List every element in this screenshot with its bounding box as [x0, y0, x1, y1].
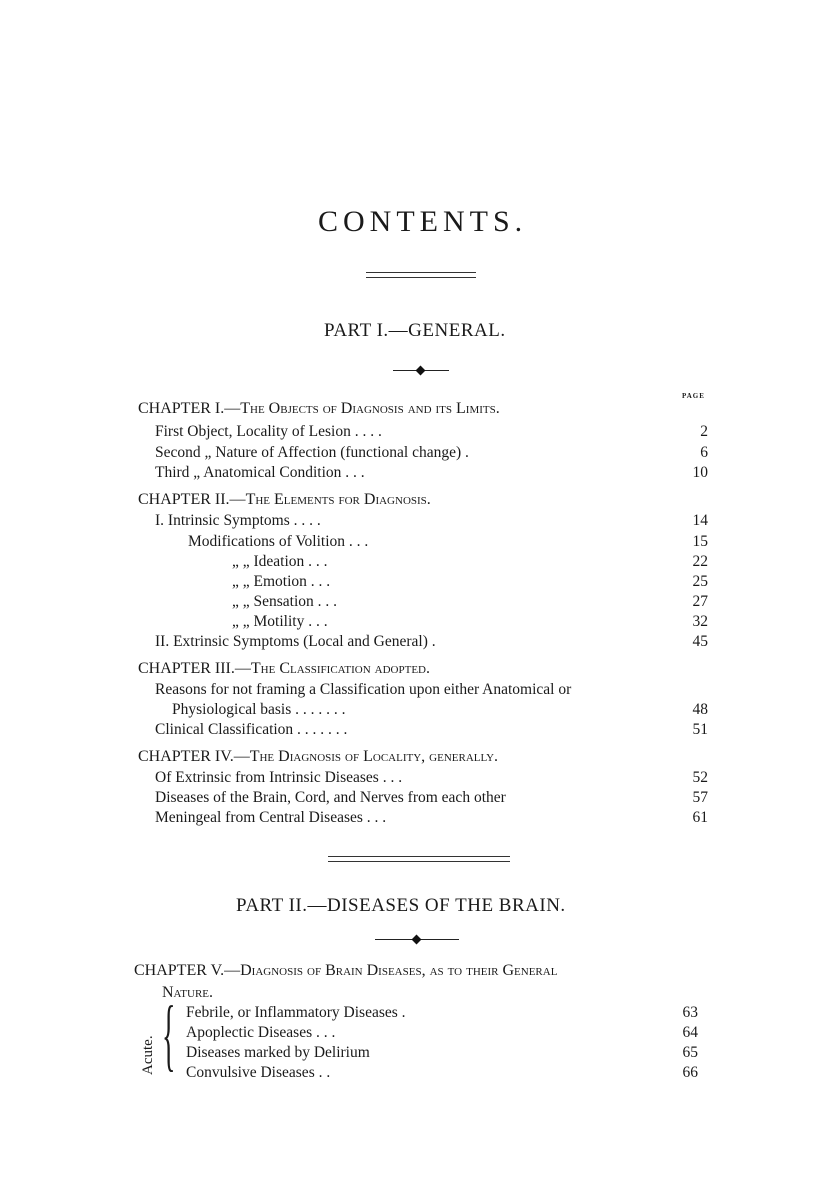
toc-page: 48: [692, 701, 708, 718]
toc-page: 25: [692, 573, 708, 590]
toc-entry: Physiological basis . . . . . . .: [172, 701, 346, 718]
chapter-heading: [138, 400, 500, 418]
toc-entry: Apoplectic Diseases . . .: [186, 1024, 336, 1041]
toc-entry: Second „ Nature of Affection (functional change) .: [155, 444, 469, 461]
toc-page: 66: [682, 1064, 698, 1081]
toc-entry: Clinical Classification . . . . . . .: [155, 721, 348, 738]
toc-page: 27: [692, 593, 708, 610]
toc-page: 15: [692, 533, 708, 550]
toc-page: 22: [692, 553, 708, 570]
chapter-title: The Diagnosis of Locality, generally.: [249, 748, 499, 765]
chapter-title: Diagnosis of Brain Diseases, as to their General: [240, 962, 558, 979]
toc-entry: Reasons for not framing a Classification upon either Anatomical or: [155, 681, 572, 698]
toc-page: 2: [700, 423, 708, 440]
toc-page: 51: [692, 721, 708, 738]
toc-entry: II. Extrinsic Symptoms (Local and General) .: [155, 633, 436, 650]
toc-page: 57: [692, 789, 708, 806]
toc-entry: Meningeal from Central Diseases . . .: [155, 809, 387, 826]
ornament-diamond-icon: [416, 366, 426, 376]
chapter-number: CHAPTER II.—: [138, 491, 246, 508]
chapter-number: CHAPTER III.—: [138, 660, 251, 677]
toc-page: 63: [682, 1004, 698, 1021]
toc-page: 64: [682, 1024, 698, 1041]
chapter-title-continued: Nature.: [162, 984, 213, 1001]
toc-entry: First Object, Locality of Lesion . . . .: [155, 423, 382, 440]
toc-page: 6: [700, 444, 708, 461]
double-rule: [328, 856, 510, 862]
page-column-header: PAGE: [682, 392, 705, 400]
chapter-heading: [138, 491, 431, 509]
toc-page: 10: [692, 464, 708, 481]
toc-entry: Febrile, or Inflammatory Diseases .: [186, 1004, 406, 1021]
toc-page: 45: [692, 633, 708, 650]
toc-entry: Diseases of the Brain, Cord, and Nerves from each other: [155, 789, 506, 806]
chapter-number: CHAPTER IV.—: [138, 748, 250, 765]
chapter-title: The Elements for Diagnosis.: [245, 491, 431, 508]
chapter-title: The Objects of Diagnosis and its Limits.: [240, 400, 500, 417]
toc-entry: „ „ Sensation . . .: [232, 593, 338, 610]
ornament-diamond-icon: [412, 935, 422, 945]
toc-entry: Diseases marked by Delirium: [186, 1044, 370, 1061]
toc-page: 61: [692, 809, 708, 826]
toc-entry: Convulsive Diseases . .: [186, 1064, 331, 1081]
toc-page: 65: [682, 1044, 698, 1061]
chapter-number: CHAPTER V.—: [134, 962, 241, 979]
chapter-heading: [134, 962, 557, 980]
toc-entry: Modifications of Volition . . .: [188, 533, 369, 550]
part1-title: PART I.—GENERAL.: [324, 320, 506, 341]
toc-entry: Third „ Anatomical Condition . . .: [155, 464, 365, 481]
toc-entry: I. Intrinsic Symptoms . . . .: [155, 512, 321, 529]
chapter-number: CHAPTER I.—: [138, 400, 241, 417]
chapter-heading: [138, 660, 430, 678]
toc-entry: „ „ Motility . . .: [232, 613, 328, 630]
left-brace-icon: {: [162, 991, 176, 1079]
toc-entry: Of Extrinsic from Intrinsic Diseases . . .: [155, 769, 403, 786]
part2-title: PART II.—DISEASES OF THE BRAIN.: [236, 895, 566, 916]
double-rule: [366, 272, 476, 278]
toc-page: 52: [692, 769, 708, 786]
chapter-title: The Classification adopted.: [250, 660, 431, 677]
toc-entry: „ „ Ideation . . .: [232, 553, 328, 570]
toc-entry: „ „ Emotion . . .: [232, 573, 331, 590]
contents-title: CONTENTS.: [318, 205, 528, 238]
toc-page: 32: [692, 613, 708, 630]
toc-page: 14: [692, 512, 708, 529]
chapter-heading: [138, 748, 498, 766]
acute-side-label: Acute.: [140, 1035, 156, 1075]
